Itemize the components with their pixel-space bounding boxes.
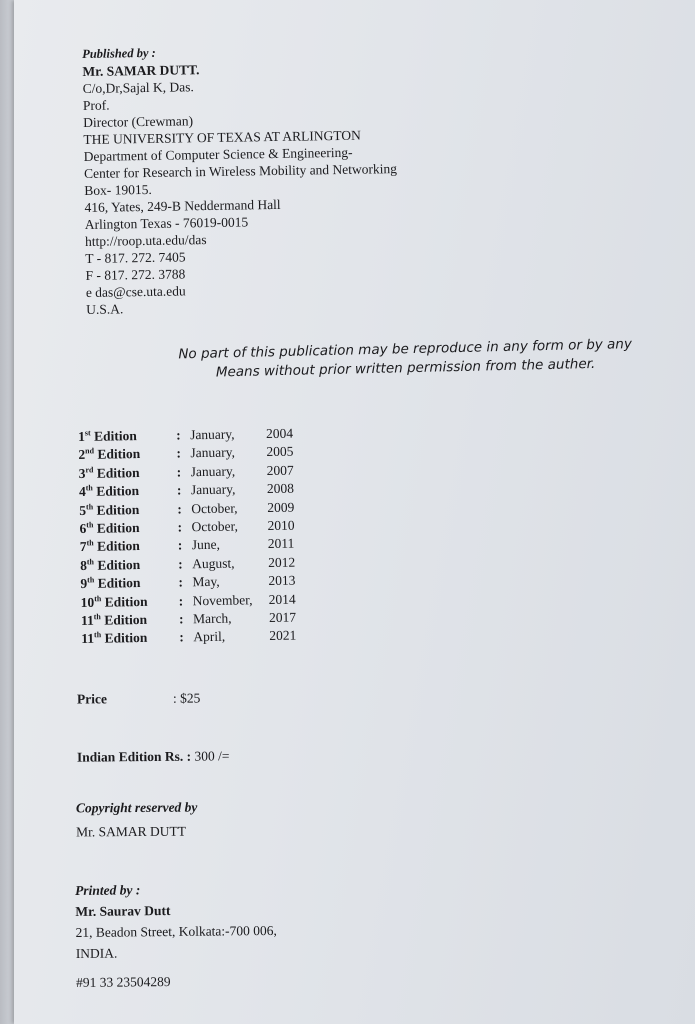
edition-year: 2009 [267,499,295,515]
printer-name: Mr. Saurav Dutt [75,903,171,919]
edition-month: October, [191,518,239,535]
copyright-holder: Mr. SAMAR DUTT [76,823,187,840]
notice-line-1: No part of this publication may be reproduce in any form or by any [178,336,633,363]
edition-colon: : [176,482,182,498]
edition-row [81,627,319,649]
edition-year: 2017 [268,609,297,625]
publisher-line: 416, Yates, 249-B Neddermand Hall [84,196,281,215]
publisher-line: http://roop.uta.edu/das [84,232,207,249]
publisher-line: Prof. [82,97,110,113]
edition-month: January, [190,444,236,461]
edition-number: 10th Edition [80,593,148,610]
publisher-name: Mr. SAMAR DUTT. [82,62,200,79]
printer-address-line: INDIA. [75,945,118,961]
indian-edition-label: Indian Edition Rs. : [76,748,192,765]
edition-number: 6th Edition [79,519,140,536]
edition-number: 7th Edition [79,538,141,555]
edition-month: January, [190,463,236,480]
editions-list [78,424,319,648]
printer-block [75,878,278,993]
edition-colon: : [176,445,182,461]
edition-colon: : [177,500,182,517]
notice-line-2: Means without prior written permission from the auther. [215,355,596,381]
edition-month: August, [192,555,235,571]
publisher-line: Box- 19015. [84,181,152,198]
edition-year: 2014 [268,591,296,607]
page-edge-shadow [0,0,14,1024]
edition-number: 11th Edition [81,630,148,647]
edition-month: March, [192,610,232,627]
printer-address-line: 21, Beadon Street, Kolkata:-700 006, [75,922,277,940]
edition-year: 2005 [266,444,294,460]
edition-year: 2011 [267,535,295,552]
edition-colon: : [178,611,184,627]
edition-colon: : [179,629,184,645]
edition-year: 2012 [268,554,296,570]
edition-month: November, [192,591,253,608]
copyright-block [76,796,198,845]
edition-year: 2013 [268,572,296,589]
publisher-block [82,41,399,318]
edition-number: 11th Edition [80,611,148,628]
edition-colon: : [176,427,181,443]
indian-edition-line [77,747,230,765]
publisher-line: F - 817. 272. 3788 [85,266,186,283]
edition-number: 4th Edition [78,483,140,500]
printer-heading: Printed by : [75,882,141,898]
price-line [77,689,201,707]
edition-month: June, [191,537,221,553]
publisher-line: C/o,Dr,Sajal K, Das. [82,79,194,96]
edition-colon: : [176,464,182,480]
edition-number: 5th Edition [79,501,140,518]
copyright-heading: Copyright reserved by [75,799,198,816]
edition-number: 1st Edition [78,428,137,444]
indian-edition-value: 300 /= [190,748,230,764]
edition-colon: : [178,592,184,608]
edition-year: 2008 [266,480,295,497]
edition-year: 2004 [265,425,294,442]
publisher-line: Arlington Texas - 76019-0015 [84,214,249,232]
publisher-line: e das@cse.uta.edu [85,283,186,300]
edition-month: May, [192,573,220,590]
price-label: Price [76,691,108,707]
edition-number: 9th Edition [80,575,141,592]
edition-number: 3rd Edition [78,464,140,481]
publisher-line: THE UNIVERSITY OF TEXAS AT ARLINGTON [83,127,361,147]
edition-month: October, [191,500,238,516]
edition-year: 2021 [269,627,297,644]
publisher-line: Center for Research in Wireless Mobility and Networking [83,161,398,181]
price-value: : $25 [172,690,201,706]
edition-month: January, [190,426,235,443]
publisher-line: Department of Computer Science & Engineering- [83,144,353,164]
publisher-line: Director (Crewman) [83,113,194,130]
edition-colon: : [177,519,183,535]
edition-year: 2010 [267,517,295,533]
edition-number: 2nd Edition [78,446,141,463]
edition-number: 8th Edition [80,556,141,573]
edition-colon: : [177,537,183,553]
edition-year: 2007 [266,462,294,478]
publisher-line: T - 817. 272. 7405 [85,249,186,266]
edition-colon: : [178,556,183,572]
publisher-line: U.S.A. [86,301,124,317]
publisher-heading: Published by : [82,45,156,61]
edition-month: April, [193,629,226,645]
edition-colon: : [178,574,184,590]
printer-phone: #91 33 23504289 [75,974,171,990]
edition-month: January, [190,481,236,498]
